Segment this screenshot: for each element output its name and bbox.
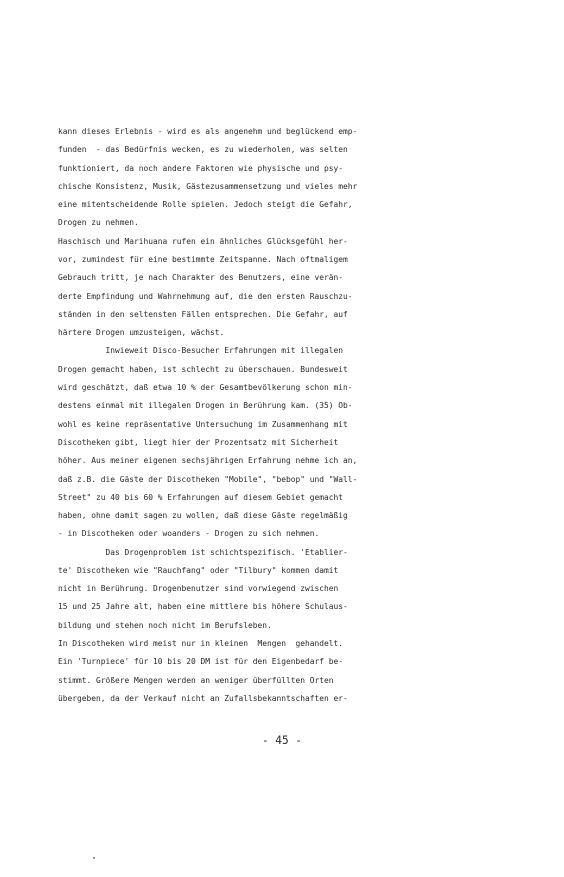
text-line: nicht in Berührung. Drogenbenutzer sind vorwiegend zwischen bbox=[58, 584, 339, 593]
text-line: übergeben, da der Verkauf nicht an Zufallsbekanntschaften er- bbox=[58, 694, 348, 703]
text-line: funktioniert, da noch andere Faktoren wie physische und psy- bbox=[58, 164, 344, 173]
text-line: vor, zumindest für eine bestimmte Zeitspanne. Nach oftmaligem bbox=[58, 255, 348, 264]
text-line: Inwieweit Disco-Besucher Erfahrungen mit illegalen bbox=[58, 346, 344, 355]
text-line: Drogen zu nehmen. bbox=[58, 218, 139, 227]
text-line: Discotheken gibt, liegt hier der Prozentsatz mit Sicherheit bbox=[58, 438, 339, 447]
text-line: destens einmal mit illegalen Drogen in Berührung kam. (35) Ob- bbox=[58, 401, 353, 410]
text-line: kann dieses Erlebnis - wird es als angenehm und beglückend emp- bbox=[58, 127, 358, 136]
scan-speck bbox=[93, 857, 95, 859]
text-line: chische Konsistenz, Musik, Gästezusammensetzung und vieles mehr bbox=[58, 182, 358, 191]
text-line: haben, ohne damit sagen zu wollen, daß diese Gäste regelmäßig bbox=[58, 511, 348, 520]
text-line: Drogen gemacht haben, ist schlecht zu überschauen. Bundesweit bbox=[58, 365, 348, 374]
text-line: eine mitentscheidende Rolle spielen. Jedoch steigt die Gefahr, bbox=[58, 200, 353, 209]
text-line: wird geschätzt, daß etwa 10 % der Gesamtbevölkerung schon min- bbox=[58, 383, 353, 392]
text-line: ständen in den seltensten Fällen entsprechen. Die Gefahr, auf bbox=[58, 310, 348, 319]
text-line: bildung und stehen noch nicht im Berufsleben. bbox=[58, 621, 272, 630]
text-line: wohl es keine repräsentative Untersuchung im Zusammenhang mit bbox=[58, 420, 348, 429]
text-line: - in Discotheken oder woanders - Drogen zu sich nehmen. bbox=[58, 529, 320, 538]
text-line: Ein 'Turnpiece' für 10 bis 20 DM ist für den Eigenbedarf be- bbox=[58, 657, 344, 666]
text-line: daß z.B. die Gäste der Discotheken "Mobile", "bebop" und "Wall- bbox=[58, 475, 358, 484]
text-line: Gebrauch tritt, je nach Charakter des Benutzers, eine verän- bbox=[58, 273, 344, 282]
text-line: stimmt. Größere Mengen werden an weniger überfüllten Orten bbox=[58, 676, 334, 685]
page-number: - 45 - bbox=[261, 734, 303, 747]
text-line: In Discotheken wird meist nur in kleinen Mengen gehandelt. bbox=[58, 639, 344, 648]
text-line: funden - das Bedürfnis wecken, es zu wiederholen, was selten bbox=[58, 145, 348, 154]
text-line: härtere Drogen umzusteigen, wächst. bbox=[58, 328, 225, 337]
text-line: te' Discotheken wie "Rauchfang" oder "Tilbury" kommen damit bbox=[58, 566, 339, 575]
text-line: Das Drogenproblem ist schichtspezifisch. 'Etablier- bbox=[58, 548, 348, 557]
text-line: derte Empfindung und Wahrnehmung auf, die den ersten Rauschzu- bbox=[58, 292, 353, 301]
text-line: 15 und 25 Jahre alt, haben eine mittlere bis höhere Schulaus- bbox=[58, 602, 348, 611]
text-line: höher. Aus meiner eigenen sechsjährigen Erfahrung nehme ich an, bbox=[58, 456, 358, 465]
text-line: Haschisch und Marihuana rufen ein ähnliches Glücksgefühl her- bbox=[58, 237, 348, 246]
text-line: Street" zu 40 bis 60 % Erfahrungen auf diesem Gebiet gemacht bbox=[58, 493, 344, 502]
